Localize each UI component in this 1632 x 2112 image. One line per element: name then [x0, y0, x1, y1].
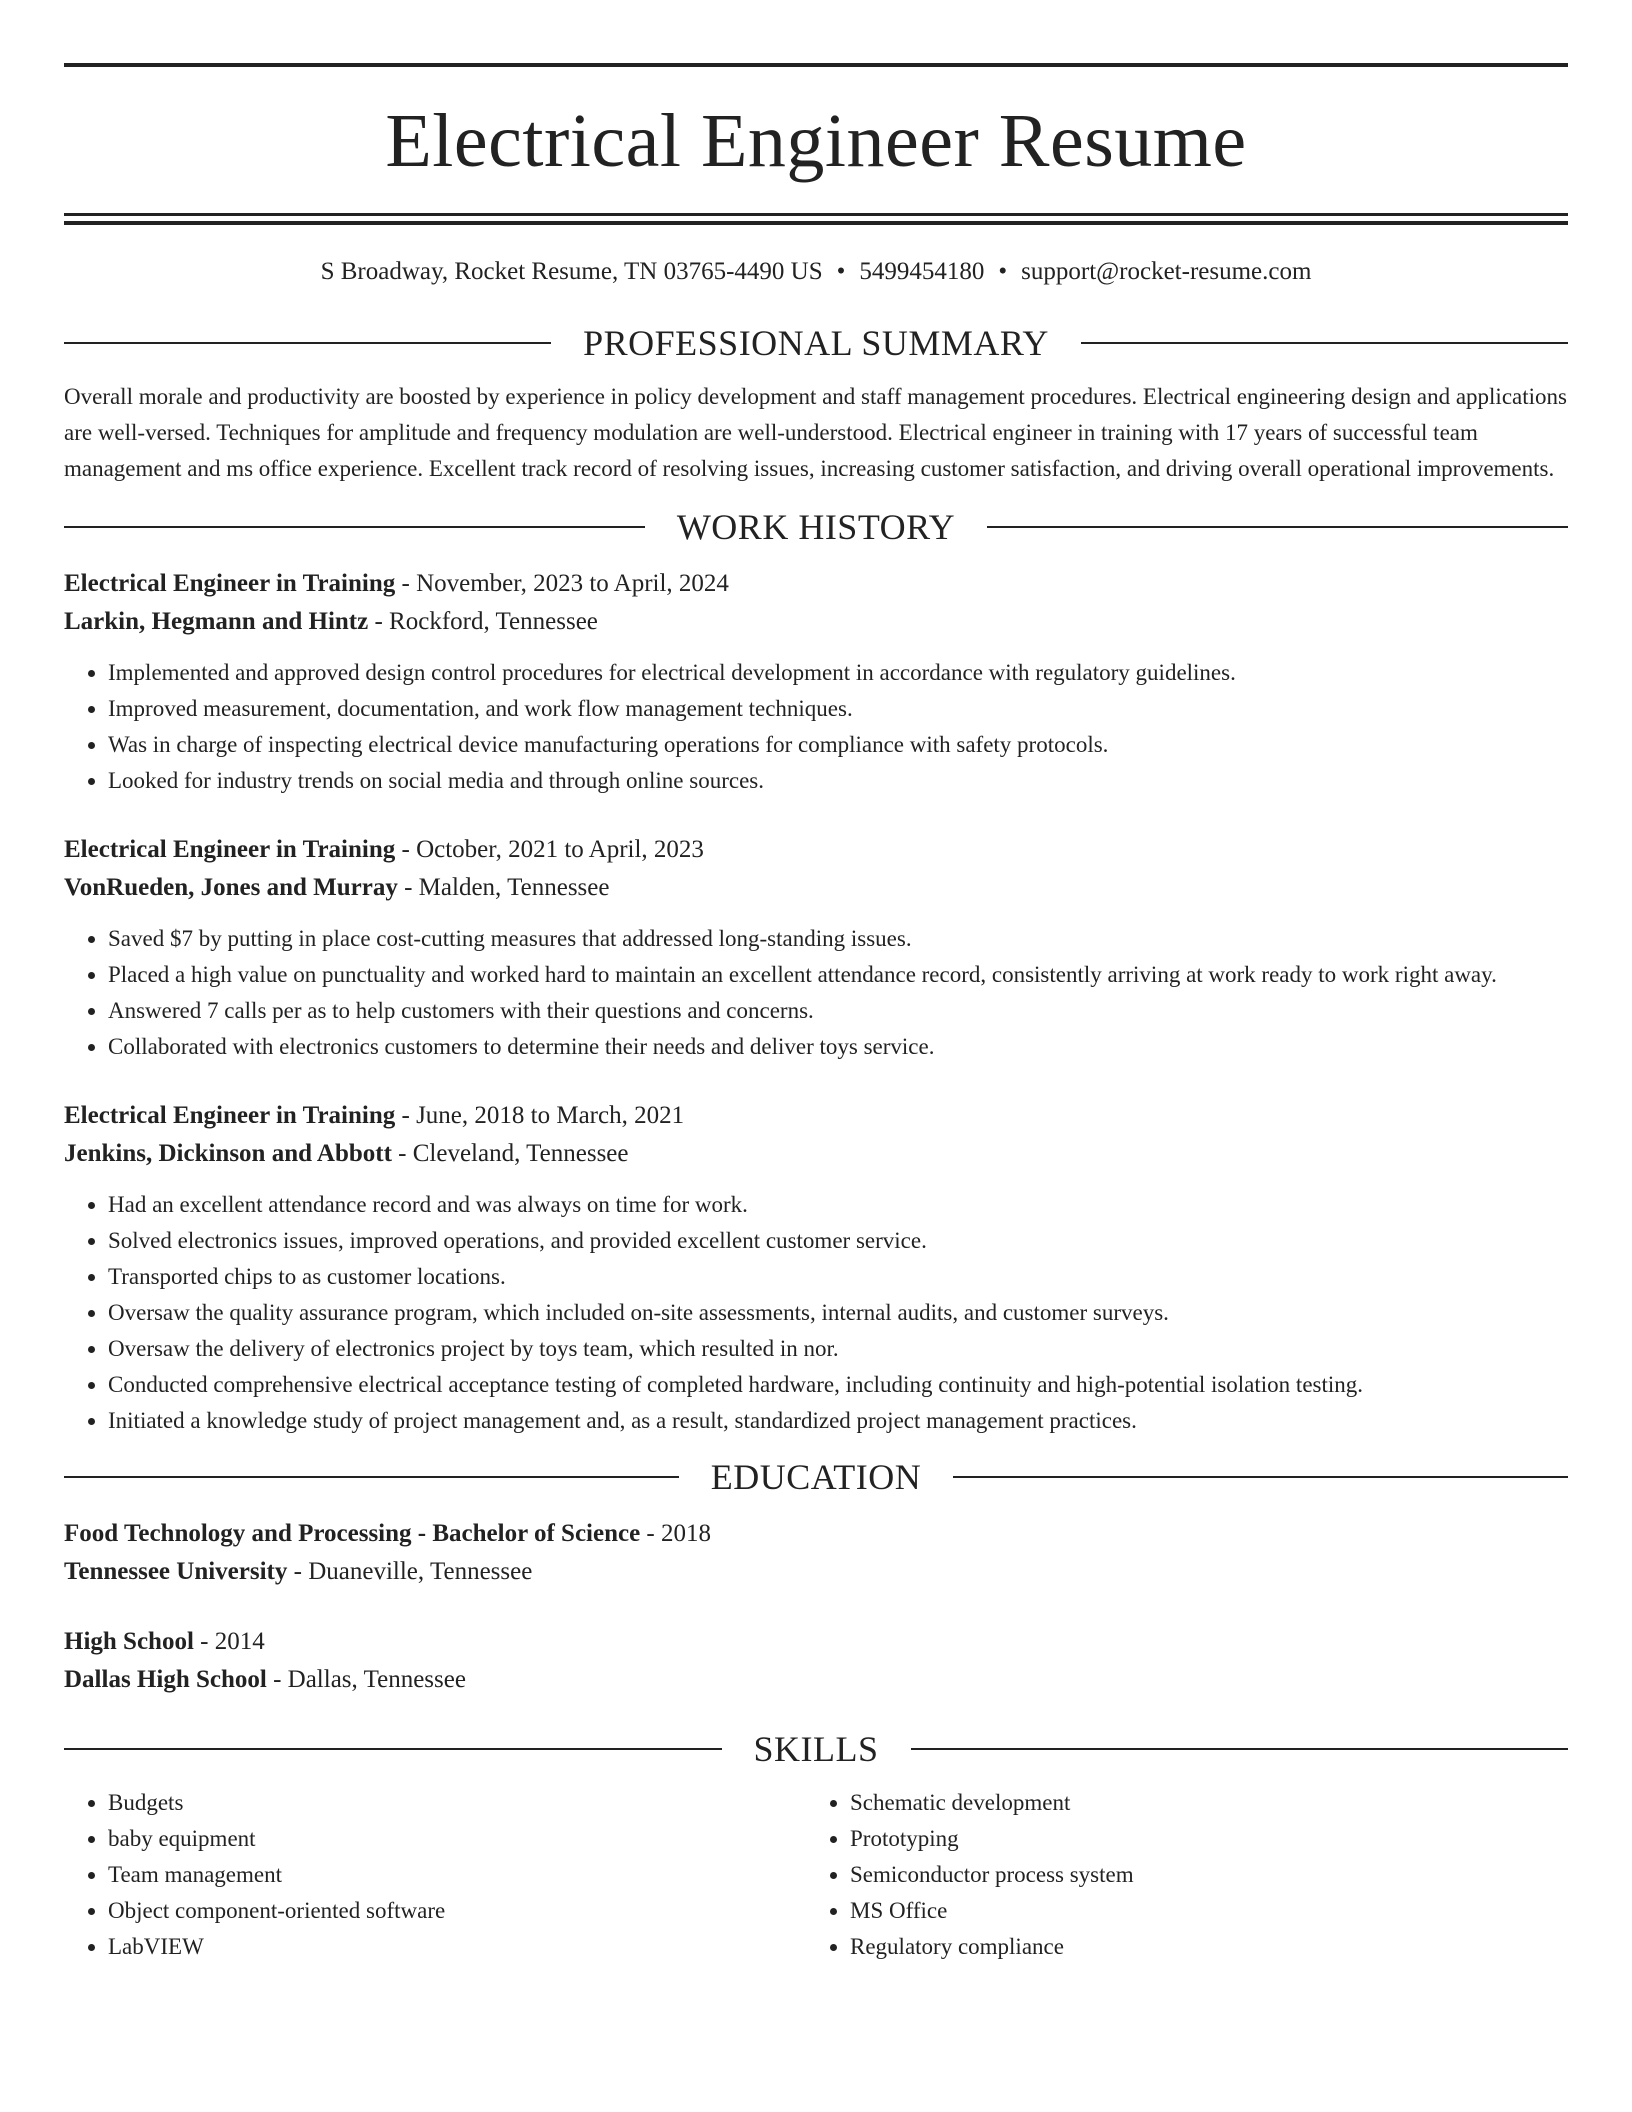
skills-list-right	[806, 1785, 1548, 1965]
job-entry	[64, 831, 1568, 1065]
job-bullet: • Had an excellent attendance record and was always on time for work.	[108, 1187, 1568, 1223]
section-header-work	[64, 505, 1568, 549]
job-location: - Malden, Tennessee	[397, 874, 610, 901]
education-location: - Duaneville, Tennessee	[287, 1558, 533, 1585]
job-bullet: • Looked for industry trends on social media and through online sources.	[108, 763, 1568, 799]
job-bullet: • Oversaw the delivery of electronics project by toys team, which resulted in nor.	[108, 1331, 1568, 1367]
education-degree: High School	[64, 1628, 194, 1655]
section-rule-left	[64, 1748, 722, 1750]
education-school: Tennessee University	[64, 1558, 288, 1585]
job-bullet: • Placed a high value on punctuality and worked hard to maintain an excellent attendance record, consistently arriving at work ready to work right away.	[108, 957, 1568, 993]
skills-grid	[64, 1785, 1568, 1965]
education-year: - 2014	[193, 1628, 265, 1655]
section-header-summary	[64, 321, 1568, 365]
job-company-line	[64, 869, 1568, 907]
job-company: VonRueden, Jones and Murray	[64, 874, 398, 901]
section-rule-left	[64, 342, 551, 344]
job-bullet: • Collaborated with electronics customers to determine their needs and deliver toys service.	[108, 1029, 1568, 1065]
section-rule-left	[64, 526, 645, 528]
skill-item: • MS Office	[850, 1893, 1548, 1929]
job-bullets	[64, 921, 1568, 1065]
job-bullet: • Answered 7 calls per as to help customers with their questions and concerns.	[108, 993, 1568, 1029]
job-bullets	[64, 1187, 1568, 1439]
job-bullet: • Saved $7 by putting in place cost-cutting measures that addressed long-standing issues.	[108, 921, 1568, 957]
resume-page	[64, 0, 1568, 1965]
skills-column-left	[64, 1785, 806, 1965]
contact-address: S Broadway, Rocket Resume, TN 03765-4490 US	[320, 258, 823, 285]
section-title-summary: PROFESSIONAL SUMMARY	[583, 323, 1049, 363]
section-rule-right	[911, 1748, 1569, 1750]
section-title-education: EDUCATION	[710, 1457, 922, 1497]
skill-item: • Schematic development	[850, 1785, 1548, 1821]
skill-item: • baby equipment	[108, 1821, 806, 1857]
job-bullet: • Was in charge of inspecting electrical device manufacturing operations for compliance with safety protocols.	[108, 727, 1568, 763]
job-bullet: • Transported chips to as customer locations.	[108, 1259, 1568, 1295]
skill-item: • Object component-oriented software	[108, 1893, 806, 1929]
job-bullet: • Improved measurement, documentation, and work flow management techniques.	[108, 691, 1568, 727]
education-degree: Food Technology and Processing - Bachelor of Science	[64, 1520, 641, 1547]
job-dates: - June, 2018 to March, 2021	[395, 1102, 685, 1129]
job-bullets	[64, 655, 1568, 799]
education-entry	[64, 1515, 1568, 1591]
job-bullet: • Conducted comprehensive electrical acceptance testing of completed hardware, including continuity and high-potential isolation testing.	[108, 1367, 1568, 1403]
contact-line	[64, 257, 1568, 287]
job-location: - Rockford, Tennessee	[368, 608, 598, 635]
education-degree-line	[64, 1515, 1568, 1553]
section-header-skills	[64, 1727, 1568, 1771]
education-degree-line	[64, 1623, 1568, 1661]
education-location: - Dallas, Tennessee	[266, 1666, 466, 1693]
section-rule-left	[64, 1476, 679, 1478]
education-school-line	[64, 1661, 1568, 1699]
job-role: Electrical Engineer in Training	[64, 1102, 396, 1129]
skill-item: • Regulatory compliance	[850, 1929, 1548, 1965]
skills-column-right	[806, 1785, 1548, 1965]
job-company-line	[64, 1135, 1568, 1173]
skills-list-left	[64, 1785, 806, 1965]
education-school-line	[64, 1553, 1568, 1591]
job-location: - Cleveland, Tennessee	[391, 1140, 629, 1167]
job-bullet: • Initiated a knowledge study of project management and, as a result, standardized project management practices.	[108, 1403, 1568, 1439]
job-company: Larkin, Hegmann and Hintz	[64, 608, 369, 635]
job-bullet: • Implemented and approved design control procedures for electrical development in accordance with regulatory guidelines.	[108, 655, 1568, 691]
education-school: Dallas High School	[64, 1666, 267, 1693]
section-header-education	[64, 1455, 1568, 1499]
job-company: Jenkins, Dickinson and Abbott	[64, 1140, 392, 1167]
skill-item: • Team management	[108, 1857, 806, 1893]
section-rule-right	[987, 526, 1568, 528]
top-rule	[64, 63, 1568, 67]
skill-item: • Budgets	[108, 1785, 806, 1821]
skill-item: • Semiconductor process system	[850, 1857, 1548, 1893]
skill-item: • LabVIEW	[108, 1929, 806, 1965]
contact-separator: •	[998, 258, 1008, 285]
education-year: - 2018	[640, 1520, 711, 1547]
job-dates: - October, 2021 to April, 2023	[395, 836, 704, 863]
job-dates: - November, 2023 to April, 2024	[395, 570, 729, 597]
job-title-line	[64, 565, 1568, 603]
job-entry	[64, 1097, 1568, 1439]
section-rule-right	[1081, 342, 1568, 344]
skill-item: • Prototyping	[850, 1821, 1548, 1857]
education-entry	[64, 1623, 1568, 1699]
contact-phone: 5499454180	[859, 258, 985, 285]
section-title-work: WORK HISTORY	[676, 507, 956, 547]
contact-email: support@rocket-resume.com	[1021, 258, 1312, 285]
job-bullet: • Solved electronics issues, improved operations, and provided excellent customer service.	[108, 1223, 1568, 1259]
job-company-line	[64, 603, 1568, 641]
title-double-rule	[64, 213, 1568, 225]
section-title-skills: SKILLS	[753, 1729, 879, 1769]
summary-text: Overall morale and productivity are boosted by experience in policy development and staff management procedures. Electrical engineering design and applications are well-versed. Techniques for amplitude and frequency modulation are well-understood. Electrical engineer in training with 17 years of successful team management and ms office experience. Excellent track record of resolving issues, increasing customer satisfaction, and driving overall operational improvements.	[64, 384, 1567, 481]
job-bullet: • Oversaw the quality assurance program, which included on-site assessments, internal audits, and customer surveys.	[108, 1295, 1568, 1331]
job-title-line	[64, 1097, 1568, 1135]
job-role: Electrical Engineer in Training	[64, 570, 396, 597]
job-title-line	[64, 831, 1568, 869]
section-rule-right	[953, 1476, 1568, 1478]
resume-title: Electrical Engineer Resume	[385, 99, 1247, 183]
contact-separator: •	[836, 258, 846, 285]
job-entry	[64, 565, 1568, 799]
job-role: Electrical Engineer in Training	[64, 836, 396, 863]
